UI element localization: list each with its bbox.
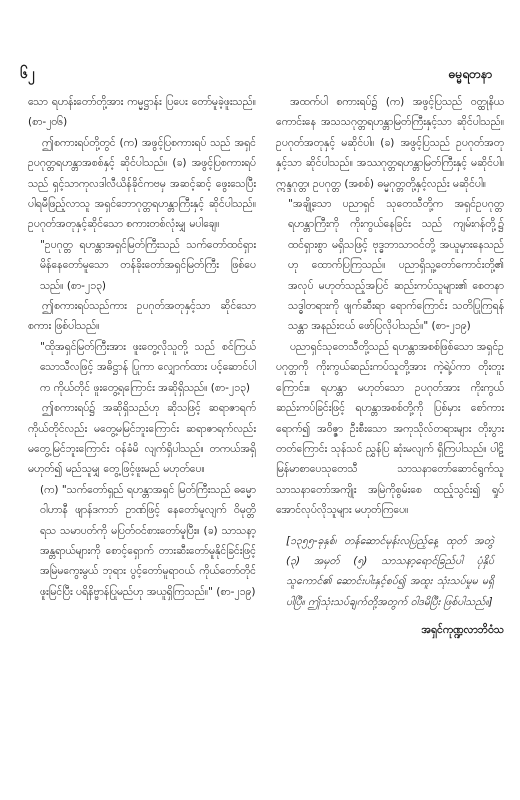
editorial-note: [၁၃၅၅-ခုနှစ်၊ တန်ဆောင်မုန်းလပြည့်နေ့ ထုတ် အတွဲ (၃) အမှတ် (၅) သာသနာ့ရောင်ခြည်ပါ ပုံနှိပ်သူကောင်၏ ဆောင်းပါးနှင့်စပ်၍ အထူး သုံးသပ်မှုမ မရှိပါပြီ။ ဤသုံးသပ်ချက်တို့အတွက် ဝါဒမိပြီး ဖြစ်ပါသည်။]: [286, 534, 494, 608]
right-paragraph-1: အထက်ပါ စကားရပ်၌ (က) အဖွင့်ပြသည် ဝတ္ထုနိယကောင်းနေ အသသဂုတ္တရဟန္တာမြတ်ကြီးနှင့်သာ ဆိုင်ပါသည်။ ဥပဂုတ်အတုနှင့် မဆိုင်ပါ။ (ခ) အဖွင့်ပြသည် ဥပဂုတ်အတုနှင့်သာ ဆိုင်ပါသည်။ အဿဂုတ္တရဟန္တာမြတ်ကြီးနှင့် မဆိုင်ပါ။ ဣန္ဒဂုတ္တ၊ ဥပဂုတ္တ (အစစ်) ဓမ္မဂုတ္တတို့နှင့်လည်း မဆိုင်ပါ။: [276, 96, 504, 190]
right-quote-1: "အချို့သော ပညာရှင် သုတေသီတို့က အရှင်ဥပဂုတ္တရဟန္တာကြီးကို ကိုးကွယ်နေခြင်း သည် ကျမ်းဂန်တို့၌ ထင်ရှားစွာ မရှိသဖြင့် ဗုဒ္ဓဘာသာဝင်တို့ အယူမှားနေသည်ဟု ထောက်ပြကြသည်။ ပညာရှိသူ့တော်ကောင်းတို့၏ အလုပ် မဟုတ်သည့်အပြင် ဆည်းကပ်သူများ၏ စေတနာ သဒ္ဓါတရားကို ဖျက်ဆီးရာ ရောက်ကြောင်း သတိပြုကြရန် သန္တာ အနည်းငယ် ဖော်ပြလိုပါသည်။" (စာ-၂၁၉): [288, 198, 504, 333]
left-column: [28, 92, 256, 602]
page-number: ၆၂: [20, 66, 35, 82]
left-paragraph-2: ဤစကားရပ်တို့တွင် (က) အဖွင့်ပြစကားရပ် သည် အရှင်ဥပဂုတ္တရဟန္တာအစစ်နှင့် ဆိုင်ပါသည်။ (ခ) အဖွင့်ပြစကားရပ်သည် ရှင့်သာကုလဒါလီယိန်ခိုင်ကဗမှ အဆင့်ဆင့် ဖွေးသေပြီး ပါရမီဖြည့်လာသူ အရှင်ဘောဂုတ္တရဟန္တာကြီးနှင့် ဆိုင်ပါသည်။ ဥပဂုတ်အတုနှင့်ဆိုင်သော စကားတစ်လုံးမျှ မပါချေ။: [28, 136, 256, 231]
left-paragraph-1: သော ရဟန်းတော်တို့အား ကမ္မဋ္ဌာန်း ပြပေး တော်မူခဲ့ဖူးသည်။ (စာ-၂၀၆): [28, 96, 256, 129]
right-column: [276, 92, 504, 641]
left-quote-1: "ဥပဂုတ္တ ရဟန္တာအရှင်မြတ်ကြီးသည် သက်တော်ထင်ရှား မိန်နေတော်မူသော တန်ခိုးတော်အရှင်မြတ်ကြီး ဖြစ်ပေသည်။ (စာ-၂၁၃): [40, 238, 256, 292]
left-paragraph-3: ဤစကားရပ်သည်ကား ဥပဂုတ်အတုနှင့်သာ ဆိုင်သောစကား ဖြစ်ပါသည်။: [28, 300, 256, 333]
running-title: ဓမ္မရတနာ: [448, 67, 492, 81]
left-quote-3: (က) "သက်တော်ရှည် ရဟန္တာအရှင် မြတ်ကြီးသည် ဓမ္မောဝါဟာနီ ဖျာန်ဒကဘ် ဥာဏ်ဖြင့် နေတော်မူလျက် ဝိမုတ္တိ ရသ သမာပတ်ကို မပြတ်ဝင်စားတော်မူပြီး။ (ခ) သာသနာ့အန္တရာယ်များကို စောင့်ရှောက် တားဆီးတော်မူနိုင်ခြင်းဖြင့် အမြဲမကွေးမွယ် ဘုရား ပွင့်တော်မူရာဝယ် ကိုယ်တော်တိုင် ဖူးမြင်ပြီး ပရိနိဗ္ဗာန်ပြုမည်ဟု အယူရှိကြသည်။" (စာ-၂၁၉): [40, 483, 256, 598]
author-signature: အရှင်ကုဏ္ဍလာဘိဝံသ: [421, 624, 504, 637]
right-paragraph-2: ပညာရှင်သုတေသီတို့သည် ရဟန္တာအစစ်ဖြစ်သော အရှင်ဥပဂုတ္တကို ကိုးကွယ်ဆည်းကပ်သူတို့အား ကဲ့ရဲ့ပ်ကာ တိုးတူးကြောင်း။ ရဟန္တာ မဟုတ်သော ဥပဂုတ်အား ကိုးကွယ်ဆည်းကပ်ခြင်းဖြင့် ရဟန္တာအစစ်တို့ကို ပြစ်မှား စော်ကားရောက်၍ အဝိဇ္ဇာ ဦးစီးသော အကုသိုလ်တရားများ တိုးပွားတတ်ကြောင်း သုန်သင် ညွှန်ပြ ဆုံးမလျက် ရှိကြပါသည်။ ပါဠိမြန်မာစာပေသုတေသီ သာသနာတော်ဆောင်ရွက်သူ သာသနာတော်အကျိုး အမြဲကိုစွမ်းစေ ထည့်သွင်း၍ ရှုပ်အောင်လုပ်လိုသူများ မဟုတ်ကြပေ။: [276, 340, 504, 517]
left-paragraph-4: ဤစကားရပ်၌ အဆိုရှိသည်ဟု ဆိုသဖြင့် ဆရာဇာရက်ကိုယ်တိုင်လည်း မတွေ့မမြင်ဘူးကြောင်း ဆရာဇာရက်လည်း မတွေ့မြင်ဘူးကြောင်း ဝန်ခံမိ လျက်ရှိပါသည်။ တကယ်အရှိမဟုတ်၍ မည်သူမျှ တွေ့ဖြင့်ဖူးမည် မဟုတ်ပေ။: [28, 402, 256, 476]
left-quote-2: "ထိုအရှင်မြတ်ကြီးအား ဖူးတွေ့လိုသူတို့ သည် စင်ကြယ်သောသီလဖြင့် အဓိဋ္ဌာန် ပြုကာ လျှောက်ထား ပင့်ဆောင်ပါက ကိုယ်တိုင် ဖူးတွေ့ရကြောင်း အဆိုရှိသည်။ (စာ-၂၁၃): [40, 340, 256, 394]
